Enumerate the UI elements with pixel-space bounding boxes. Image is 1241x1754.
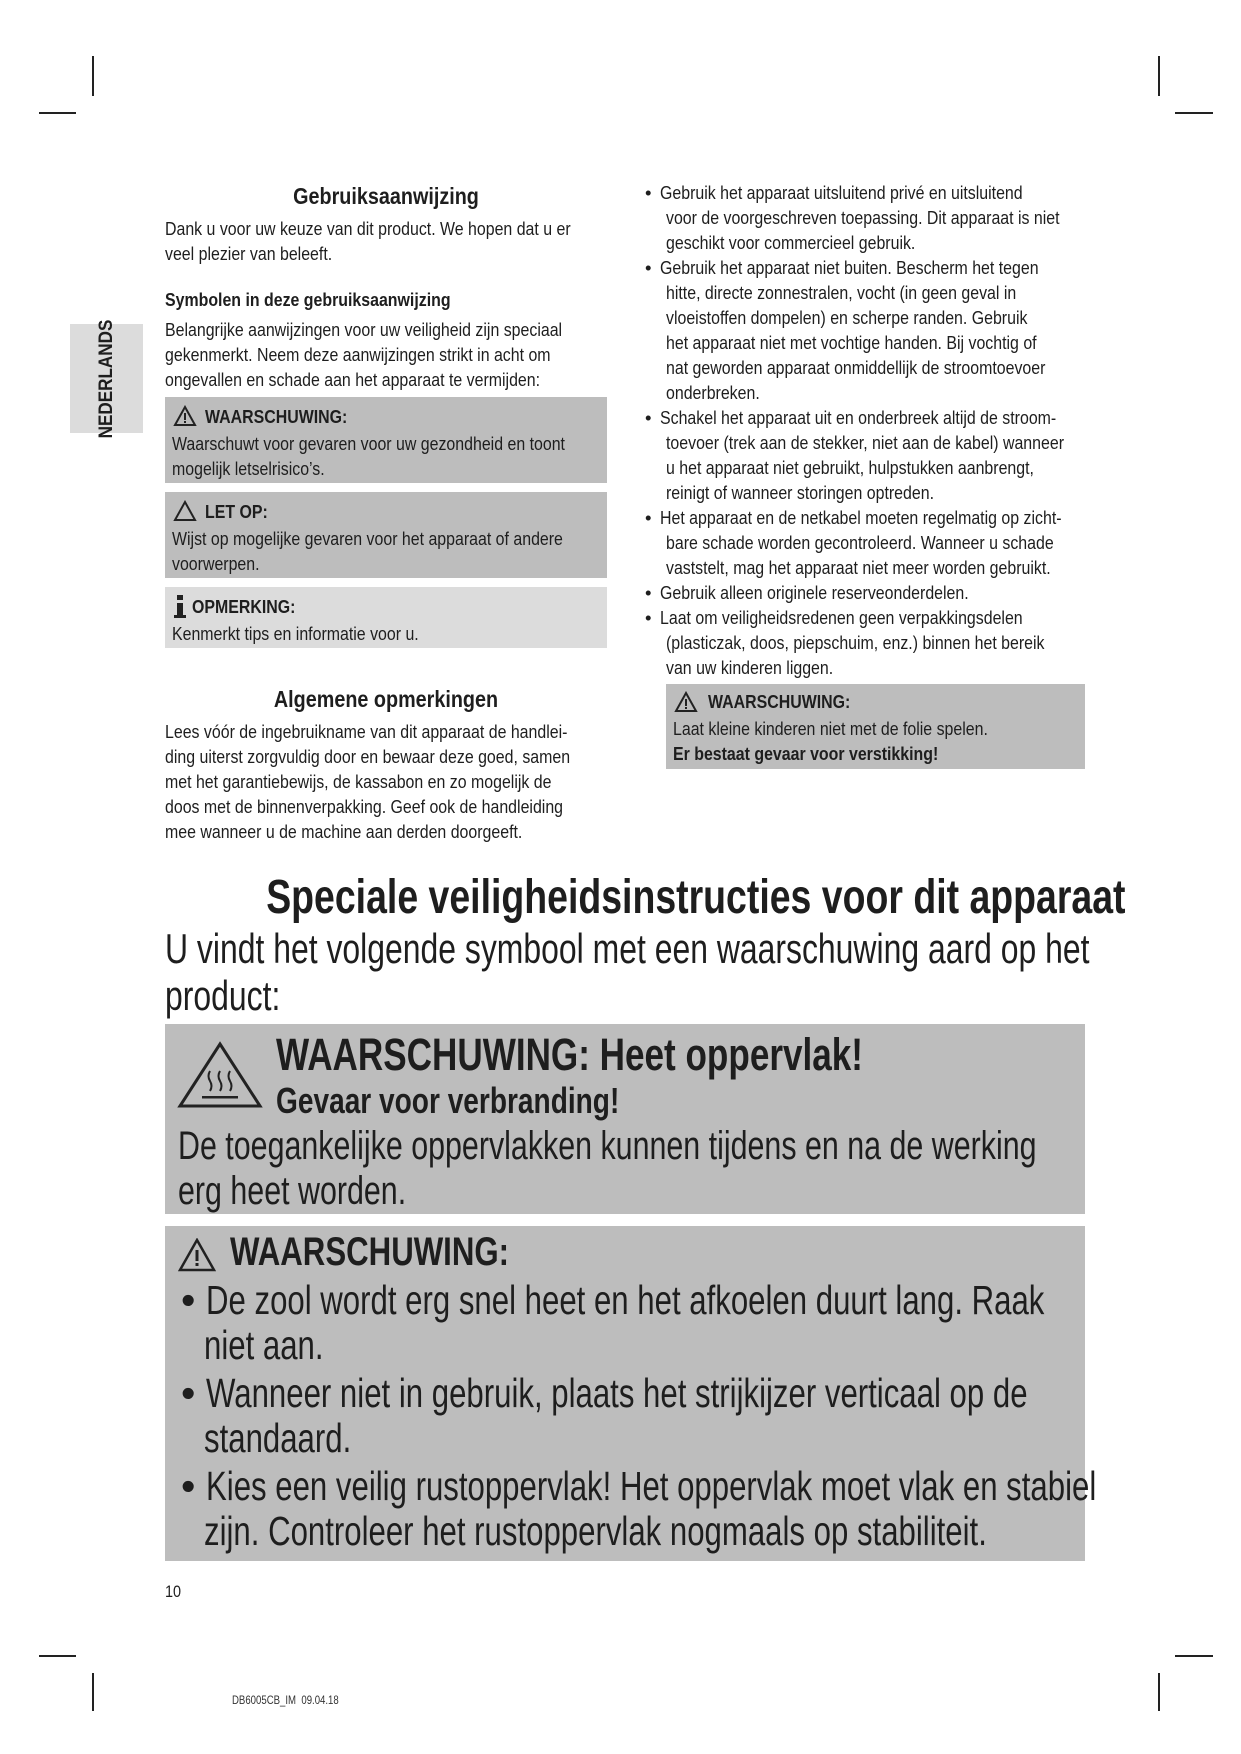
- crop-mark: [1175, 1655, 1213, 1657]
- bullet-item: [181, 1278, 1241, 1368]
- warning-triangle-icon: [674, 691, 698, 713]
- text-line: vloeistoffen dompelen) en scherpe randen. Gebruik: [666, 307, 1028, 328]
- bullet-item: [645, 255, 1107, 405]
- info-icon: [173, 595, 187, 619]
- text-line: Belangrijke aanwijzingen voor uw veiligheid zijn speciaal: [165, 319, 563, 340]
- text-line: vaststelt, mag het apparaat niet meer worden gebruikt.: [666, 557, 1051, 578]
- text-line: De zool wordt erg snel heet en het afkoelen duurt lang. Raak: [206, 1277, 1045, 1323]
- text-line: veel plezier van beleeft.: [165, 243, 333, 264]
- text-line: voorwerpen.: [172, 553, 260, 574]
- text-line: Gebruik het apparaat uitsluitend privé en uitsluitend: [660, 182, 1023, 203]
- warning-title: WAARSCHUWING:: [708, 691, 851, 712]
- language-tab: [70, 319, 143, 438]
- bullet-icon: •: [645, 182, 652, 203]
- warning-text: Laat kleine kinderen niet met de folie spelen.: [673, 718, 988, 739]
- warning-text: [172, 431, 629, 481]
- caution-title: LET OP:: [205, 501, 268, 522]
- text-line: Kenmerkt tips en informatie voor u.: [172, 623, 419, 644]
- bullet-icon: •: [645, 507, 652, 528]
- text-line: niet aan.: [204, 1322, 324, 1368]
- text-line: Het apparaat en de netkabel moeten regelmatig op zicht-: [660, 507, 1062, 528]
- hot-surface-icon: [177, 1041, 263, 1109]
- text-line: voor de voorgeschreven toepassing. Dit apparaat is niet: [666, 207, 1060, 228]
- bullet-icon: •: [181, 1370, 196, 1416]
- text-line: Waarschuwt voor gevaren voor uw gezondheid en toont: [172, 433, 565, 454]
- text-line: mee wanneer u de machine aan derden doorgeeft.: [165, 821, 523, 842]
- bullet-icon: •: [181, 1277, 196, 1323]
- general-text: [165, 719, 636, 844]
- bullet-icon: •: [645, 607, 652, 628]
- crop-mark: [1175, 112, 1213, 114]
- text-line: u het apparaat niet gebruikt, hulpstukken aanbrengt,: [666, 457, 1034, 478]
- note-title: OPMERKING:: [192, 596, 296, 617]
- hot-surface-subtitle: Gevaar voor verbranding!: [276, 1080, 620, 1121]
- special-intro: [165, 925, 1241, 1019]
- text-line: (plasticzak, doos, piepschuim, enz.) binnen het bereik: [666, 632, 1045, 653]
- text-line: doos met de binnenverpakking. Geef ook de handleiding: [165, 796, 564, 817]
- crop-mark: [1158, 1673, 1160, 1711]
- special-heading: Speciale veiligheidsinstructies voor dit apparaat: [266, 871, 1126, 924]
- text-line: toevoer (trek aan de stekker, niet aan de kabel) wanneer: [666, 432, 1064, 453]
- warning-triangle-icon: [173, 405, 197, 427]
- text-line: bare schade worden gecontroleerd. Wanneer u schade: [666, 532, 1054, 553]
- text-line: mogelijk letselrisico’s.: [172, 458, 325, 479]
- text-line: onderbreken.: [666, 382, 760, 403]
- bullet-item: [181, 1371, 1241, 1461]
- text-line: Wijst op mogelijke gevaren voor het apparaat of andere: [172, 528, 563, 549]
- text-line: De toegankelijke oppervlakken kunnen tijdens en na de werking: [178, 1124, 1037, 1168]
- general-heading: Algemene opmerkingen: [273, 686, 499, 712]
- caution-box: [165, 492, 607, 578]
- symbols-text: [165, 317, 627, 392]
- bullet-item: [645, 505, 1127, 580]
- text-line: zijn. Controleer het rustoppervlak nogmaals op stabiliteit.: [204, 1508, 987, 1554]
- warning-box: [165, 397, 607, 483]
- manual-title: Gebruiksaanwijzing: [293, 183, 479, 209]
- page-number: 10: [165, 1582, 182, 1601]
- crop-mark: [39, 1655, 76, 1657]
- hot-surface-title: WAARSCHUWING: Heet oppervlak!: [276, 1029, 864, 1080]
- warning-bold-text: Er bestaat gevaar voor verstikking!: [673, 743, 939, 764]
- text-line: ding uiterst zorgvuldig door en bewaar deze goed, samen: [165, 746, 571, 767]
- hot-surface-text: [178, 1124, 1241, 1214]
- crop-mark: [92, 1673, 94, 1711]
- warning-title: WAARSCHUWING:: [205, 406, 348, 427]
- iron-warning-box: [165, 1226, 1097, 1561]
- crop-mark: [1158, 56, 1160, 96]
- hot-surface-box: [165, 1024, 1085, 1214]
- text-line: ongevallen en schade aan het apparaat te vermijden:: [165, 369, 541, 390]
- bullet-icon: •: [645, 257, 652, 278]
- text-line: hitte, directe zonnestralen, vocht (in geen geval in: [666, 282, 1017, 303]
- text-line: Lees vóór de ingebruikname van dit apparaat de handlei-: [165, 721, 568, 742]
- text-line: Gebruik alleen originele reserveonderdelen.: [660, 582, 969, 603]
- text-line: reinigt of wanneer storingen optreden.: [666, 482, 934, 503]
- text-line: Laat om veiligheidsredenen geen verpakkingsdelen: [660, 607, 1023, 628]
- bullet-icon: •: [645, 582, 652, 603]
- bullet-item: [645, 405, 1129, 505]
- text-line: het apparaat niet met vochtige handen. Bij vochtig of: [666, 332, 1037, 353]
- text-line: standaard.: [204, 1415, 352, 1461]
- suffocation-warning-box: [666, 684, 1085, 769]
- text-line: gekenmerkt. Neem deze aanwijzingen strikt in acht om: [165, 344, 551, 365]
- text-line: Gebruik het apparaat niet buiten. Bescherm het tegen: [660, 257, 1039, 278]
- language-label: NEDERLANDS: [95, 319, 117, 438]
- text-line: erg heet worden.: [178, 1169, 407, 1213]
- symbols-heading: Symbolen in deze gebruiksaanwijzing: [165, 289, 451, 310]
- text-line: met het garantiebewijs, de kassabon en zo mogelijk de: [165, 771, 552, 792]
- bullet-item: [181, 1464, 1241, 1554]
- text-line: geschikt voor commercieel gebruik.: [666, 232, 916, 253]
- bullet-icon: •: [181, 1463, 196, 1509]
- text-line: Wanneer niet in gebruik, plaats het strijkijzer verticaal op de: [206, 1370, 1028, 1416]
- warning-triangle-icon: [178, 1238, 216, 1272]
- bullet-icon: •: [645, 407, 652, 428]
- bullet-item: [645, 605, 1106, 680]
- crop-mark: [39, 112, 76, 114]
- note-box: [165, 587, 607, 648]
- bullet-item: [645, 180, 1124, 255]
- text-line: Dank u voor uw keuze van dit product. We hopen dat u er: [165, 218, 571, 239]
- text-line: product:: [165, 972, 281, 1019]
- text-line: U vindt het volgende symbool met een waarschuwing aard op het: [165, 925, 1090, 972]
- iron-warning-title: WAARSCHUWING:: [230, 1230, 510, 1274]
- text-line: van uw kinderen liggen.: [666, 657, 834, 678]
- text-line: nat geworden apparaat onmiddellijk de stroomtoevoer: [666, 357, 1046, 378]
- note-text: [172, 621, 459, 646]
- caution-text: [172, 526, 627, 576]
- caution-triangle-icon: [173, 500, 197, 522]
- bullet-item: [645, 580, 1019, 605]
- footer-code: DB6005CB_IM 09.04.18: [232, 1693, 339, 1707]
- text-line: Schakel het apparaat uit en onderbreek altijd de stroom-: [660, 407, 1057, 428]
- text-line: Kies een veilig rustoppervlak! Het oppervlak moet vlak en stabiel: [206, 1463, 1097, 1509]
- intro-text: [165, 216, 637, 266]
- crop-mark: [92, 56, 94, 96]
